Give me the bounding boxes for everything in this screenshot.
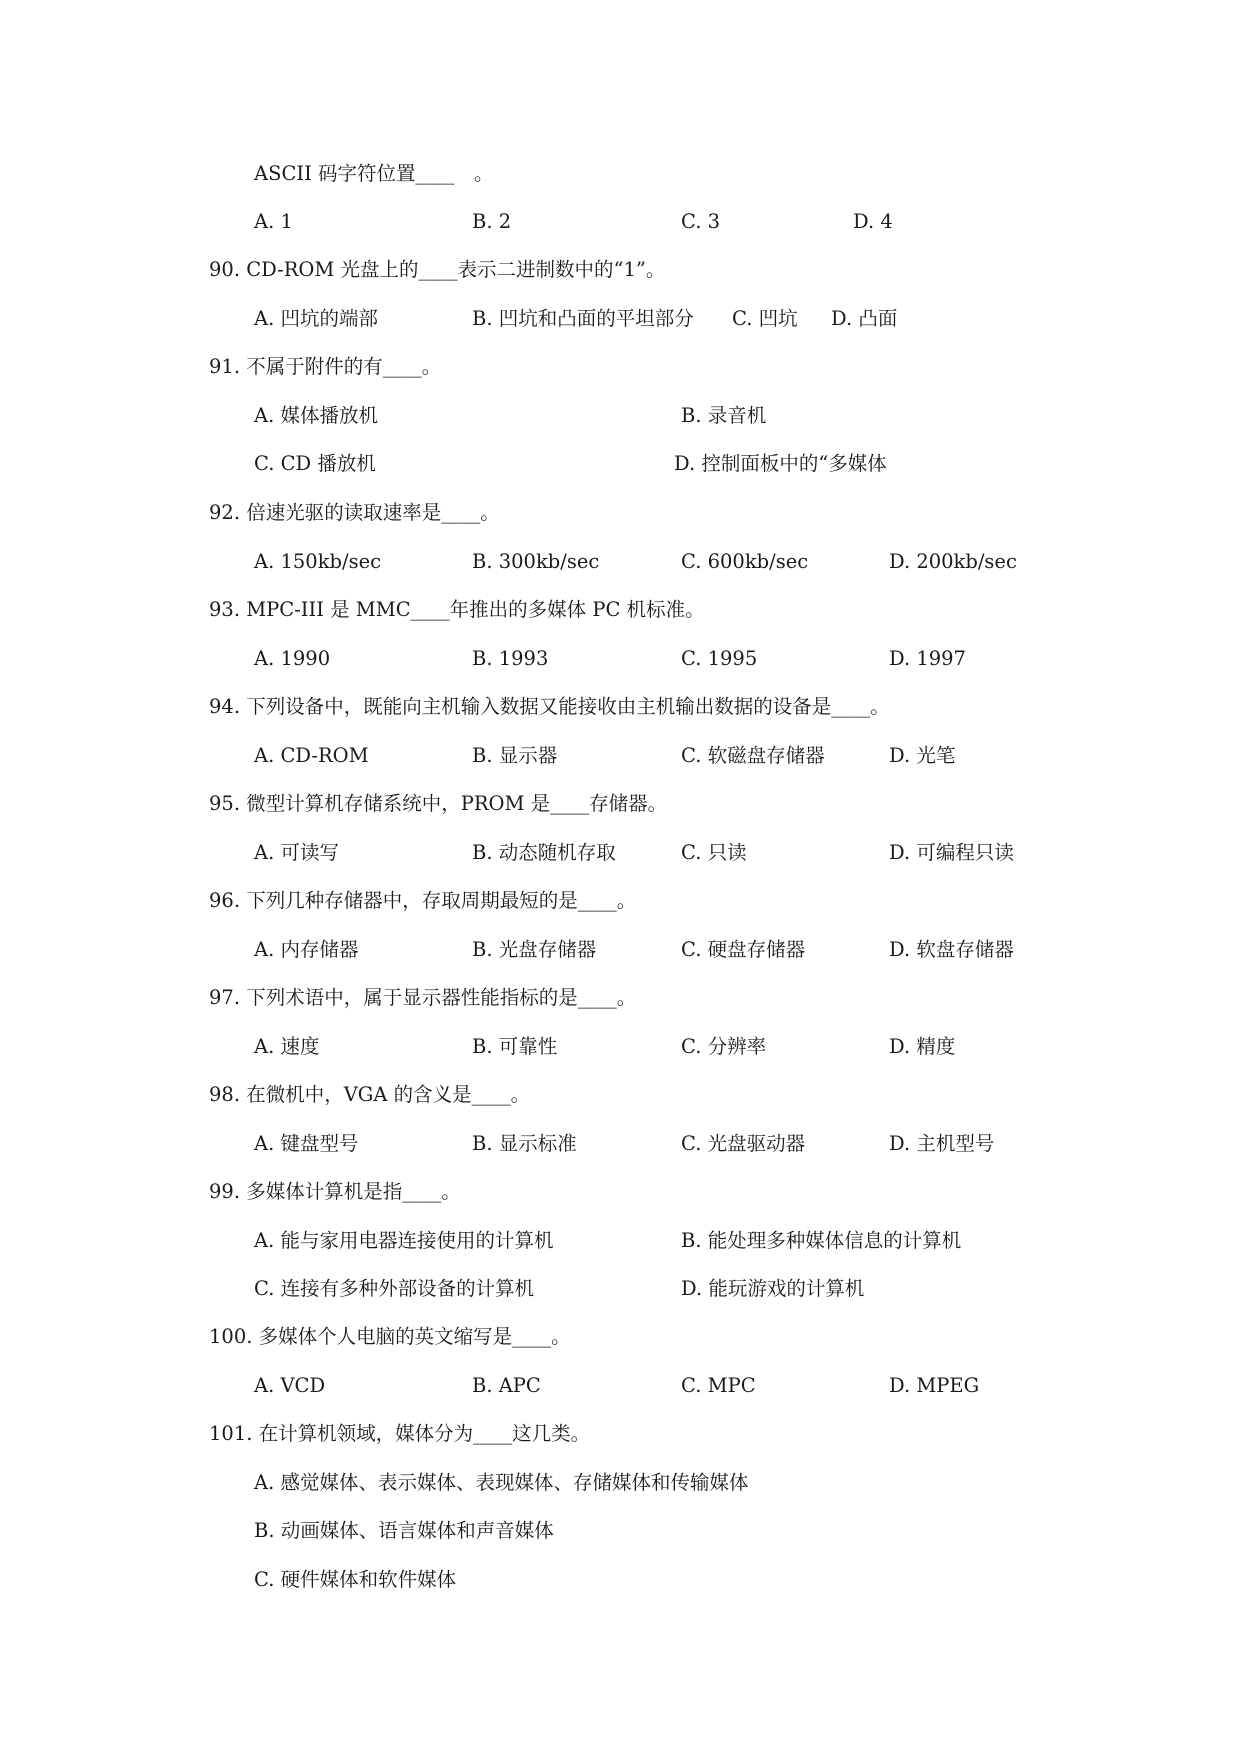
question-stem: 93. MPC-III 是 MMC____年推出的多媒体 PC 机标准。 — [209, 598, 705, 621]
question-stem: 100. 多媒体个人电脑的英文缩写是____。 — [209, 1325, 571, 1348]
option-c: C. 600kb/sec — [681, 550, 809, 573]
question-stem: ASCII 码字符位置____ 。 — [254, 162, 494, 185]
option-b: B. 光盘存储器 — [472, 938, 597, 961]
option-b: B. 1993 — [472, 647, 549, 670]
option-c: C. CD 播放机 — [254, 452, 376, 475]
question-stem: 91. 不属于附件的有____。 — [209, 355, 442, 378]
option-a: A. 内存储器 — [254, 938, 359, 961]
question-stem: 96. 下列几种存储器中，存取周期最短的是____。 — [209, 889, 637, 912]
option-c: C. 硬盘存储器 — [681, 938, 806, 961]
option-b: B. 显示器 — [472, 744, 558, 767]
question-stem: 101. 在计算机领域，媒体分为____这几类。 — [209, 1422, 591, 1445]
option-a: A. 能与家用电器连接使用的计算机 — [254, 1229, 554, 1252]
option-c: C. 凹坑 — [732, 307, 798, 330]
option-c: C. 分辨率 — [681, 1035, 767, 1058]
option-b: B. 显示标准 — [472, 1132, 577, 1155]
option-a: A. 1 — [254, 210, 293, 233]
option-b: B. 2 — [472, 210, 512, 233]
option-c: C. 硬件媒体和软件媒体 — [254, 1568, 457, 1591]
option-b: B. 动画媒体、语言媒体和声音媒体 — [254, 1519, 554, 1542]
option-b: B. 录音机 — [681, 404, 767, 427]
option-a: A. 媒体播放机 — [254, 404, 378, 427]
option-c: C. MPC — [681, 1374, 756, 1397]
option-a: A. 150kb/sec — [254, 550, 382, 573]
option-a: A. 键盘型号 — [254, 1132, 359, 1155]
option-b: B. 能处理多种媒体信息的计算机 — [681, 1229, 962, 1252]
option-d: D. 4 — [853, 210, 893, 233]
option-d: D. 1997 — [889, 647, 966, 670]
question-stem: 92. 倍速光驱的读取速率是____。 — [209, 501, 500, 524]
option-d: D. 主机型号 — [889, 1132, 995, 1155]
question-stem: 90. CD-ROM 光盘上的____表示二进制数中的“1”。 — [209, 258, 666, 281]
question-stem: 94. 下列设备中，既能向主机输入数据又能接收由主机输出数据的设备是____。 — [209, 695, 890, 718]
option-b: B. 凹坑和凸面的平坦部分 — [472, 307, 694, 330]
question-stem: 97. 下列术语中，属于显示器性能指标的是____。 — [209, 986, 637, 1009]
option-c: C. 只读 — [681, 841, 747, 864]
option-d: D. 光笔 — [889, 744, 956, 767]
option-a: A. 凹坑的端部 — [254, 307, 378, 330]
option-d: D. 软盘存储器 — [889, 938, 1014, 961]
option-d: D. 可编程只读 — [889, 841, 1014, 864]
option-a: A. 感觉媒体、表示媒体、表现媒体、存储媒体和传输媒体 — [254, 1471, 749, 1494]
option-b: B. 300kb/sec — [472, 550, 600, 573]
option-b: B. 动态随机存取 — [472, 841, 616, 864]
option-b: B. APC — [472, 1374, 541, 1397]
question-stem: 98. 在微机中，VGA 的含义是____。 — [209, 1083, 531, 1106]
option-a: A. VCD — [254, 1374, 326, 1397]
option-c: C. 软磁盘存储器 — [681, 744, 825, 767]
option-c: C. 1995 — [681, 647, 758, 670]
option-d: D. 凸面 — [831, 307, 898, 330]
option-d: D. 精度 — [889, 1035, 956, 1058]
option-a: A. CD-ROM — [254, 744, 369, 767]
option-d: D. 控制面板中的“多媒体 — [674, 452, 887, 475]
option-a: A. 速度 — [254, 1035, 320, 1058]
question-stem: 95. 微型计算机存储系统中，PROM 是____存储器。 — [209, 792, 668, 815]
option-a: A. 可读写 — [254, 841, 339, 864]
option-d: D. 200kb/sec — [889, 550, 1017, 573]
option-d: D. 能玩游戏的计算机 — [681, 1277, 865, 1300]
option-c: C. 连接有多种外部设备的计算机 — [254, 1277, 535, 1300]
option-d: D. MPEG — [889, 1374, 980, 1397]
option-a: A. 1990 — [254, 647, 331, 670]
question-stem: 99. 多媒体计算机是指____。 — [209, 1180, 461, 1203]
option-c: C. 3 — [681, 210, 721, 233]
option-b: B. 可靠性 — [472, 1035, 558, 1058]
option-c: C. 光盘驱动器 — [681, 1132, 806, 1155]
